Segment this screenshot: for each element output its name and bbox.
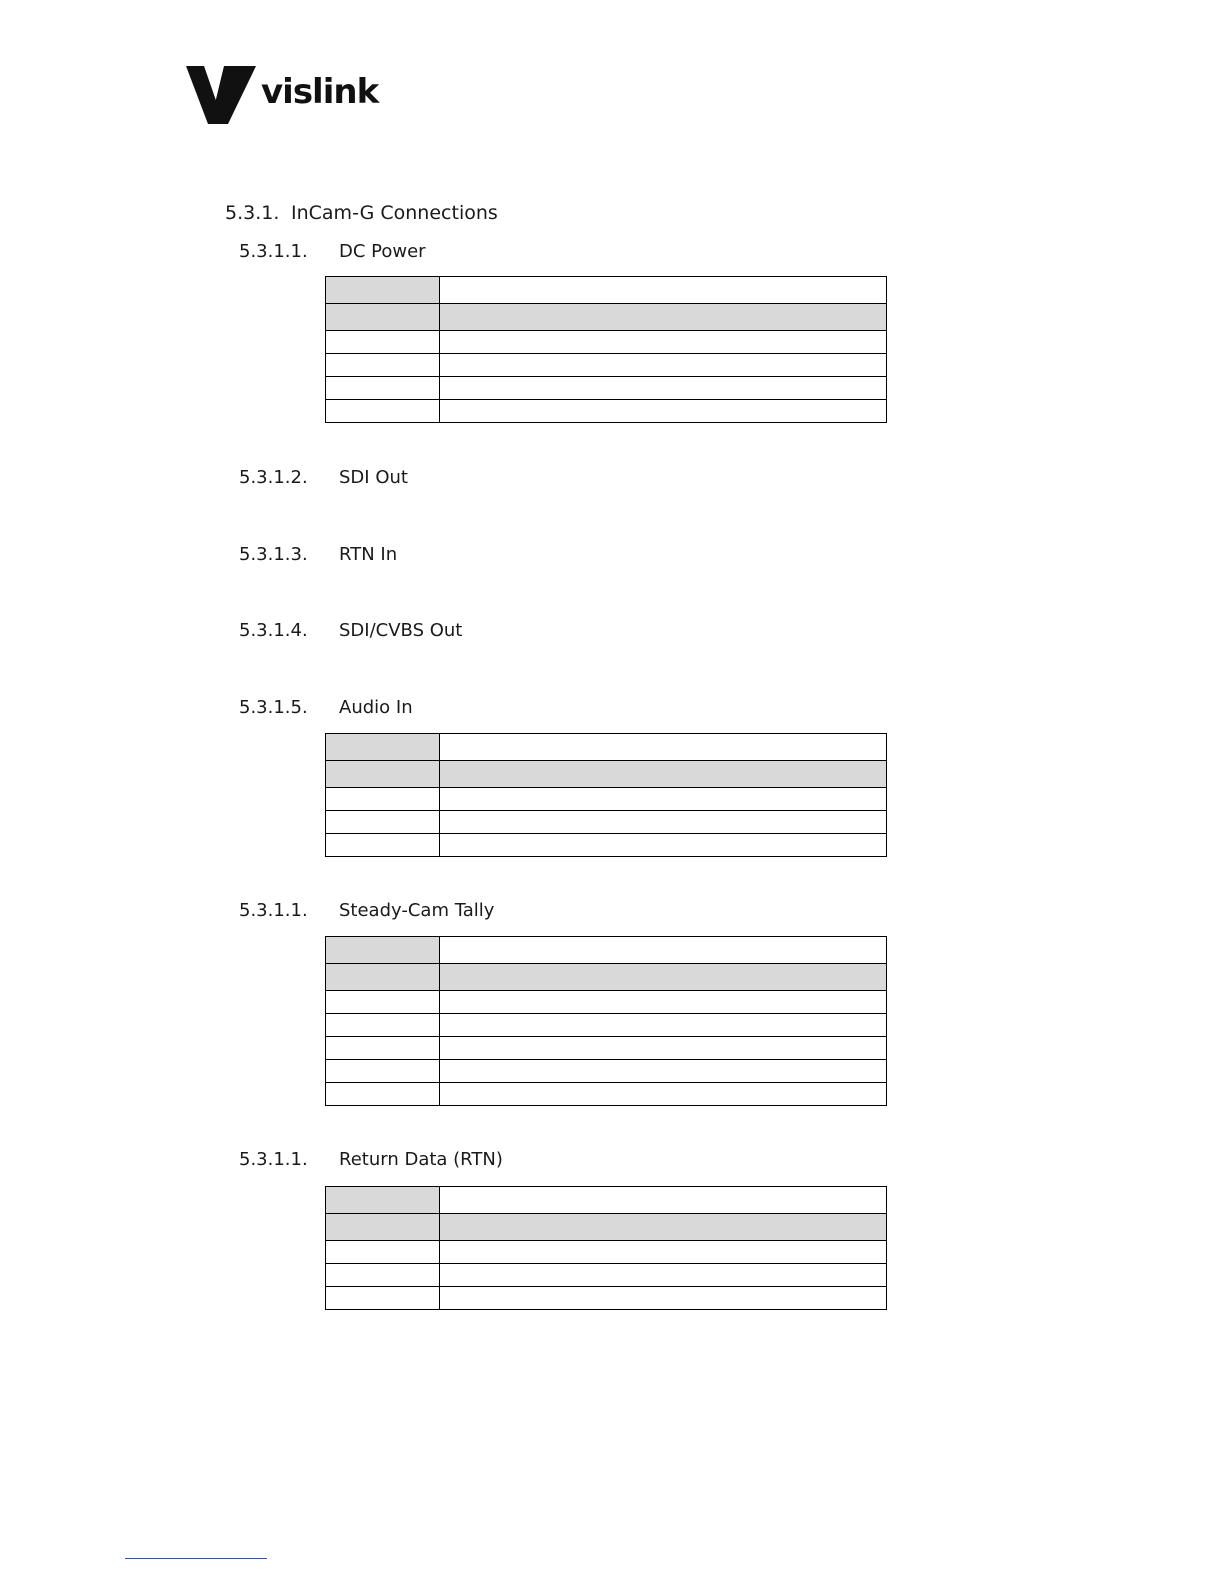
table-cell (326, 1264, 440, 1287)
vislink-logo (186, 64, 379, 126)
table-subheader-row (326, 761, 887, 788)
subsection-title: Return Data (RTN) (339, 1149, 503, 1170)
table-cell (326, 964, 440, 991)
section-number: 5.3.1. (225, 202, 280, 224)
section-title: InCam-G Connections (291, 202, 498, 224)
table-cell (440, 937, 887, 964)
subsection-heading-audio-in (239, 697, 413, 718)
table-cell (440, 761, 887, 788)
subsection-title: Audio In (339, 697, 413, 718)
subsection-number: 5.3.1.1. (239, 1149, 308, 1170)
table-row (326, 811, 887, 834)
table-cell (440, 1187, 887, 1214)
table-row (326, 1014, 887, 1037)
table-cell (326, 761, 440, 788)
table-cell (326, 377, 440, 400)
table-cell (326, 354, 440, 377)
table-cell (326, 277, 440, 304)
section-heading (225, 202, 498, 224)
subsection-number: 5.3.1.4. (239, 620, 308, 641)
table-row (326, 788, 887, 811)
table-row (326, 834, 887, 857)
table-row (326, 1264, 887, 1287)
table-cell (326, 400, 440, 423)
table-row (326, 400, 887, 423)
table-header-row (326, 937, 887, 964)
dc-power-pin-table (325, 276, 887, 423)
table-cell (440, 991, 887, 1014)
table-cell (440, 1014, 887, 1037)
table-cell (326, 991, 440, 1014)
subsection-number: 5.3.1.3. (239, 544, 308, 565)
table-cell (440, 400, 887, 423)
table-cell (326, 734, 440, 761)
subsection-title: SDI Out (339, 467, 408, 488)
table-cell (440, 1083, 887, 1106)
table-subheader-row (326, 304, 887, 331)
subsection-heading-return-data (239, 1149, 503, 1170)
table-cell (440, 788, 887, 811)
vislink-v-mark-icon (186, 64, 258, 126)
table-cell (440, 1060, 887, 1083)
subsection-title: RTN In (339, 544, 398, 565)
table-cell (440, 1214, 887, 1241)
subsection-number: 5.3.1.1. (239, 900, 308, 921)
subsection-heading-steady-cam-tally (239, 900, 494, 921)
table-cell (440, 377, 887, 400)
table-cell (326, 304, 440, 331)
subsection-number: 5.3.1.1. (239, 241, 308, 262)
subsection-number: 5.3.1.5. (239, 697, 308, 718)
table-cell (326, 1060, 440, 1083)
table-row (326, 377, 887, 400)
audio-in-pin-table (325, 733, 887, 857)
footer-link-underline[interactable] (125, 1558, 267, 1559)
table-cell (326, 1083, 440, 1106)
subsection-heading-dc-power (239, 241, 426, 262)
table-cell (440, 811, 887, 834)
table-cell (440, 304, 887, 331)
table-row (326, 1241, 887, 1264)
table-cell (440, 834, 887, 857)
return-data-pin-table (325, 1186, 887, 1310)
subsection-heading-rtn-in (239, 544, 397, 565)
subsection-title: DC Power (339, 241, 426, 262)
table-cell (440, 354, 887, 377)
table-cell (440, 1287, 887, 1310)
subsection-number: 5.3.1.2. (239, 467, 308, 488)
table-cell (326, 1037, 440, 1060)
table-cell (440, 964, 887, 991)
table-cell (326, 1287, 440, 1310)
table-cell (326, 1014, 440, 1037)
table-cell (440, 331, 887, 354)
subsection-heading-sdi-cvbs-out (239, 620, 462, 641)
table-row (326, 991, 887, 1014)
table-cell (440, 1037, 887, 1060)
table-cell (326, 1241, 440, 1264)
table-cell (440, 1264, 887, 1287)
table-cell (326, 1187, 440, 1214)
table-subheader-row (326, 964, 887, 991)
table-cell (440, 734, 887, 761)
table-cell (326, 811, 440, 834)
table-cell (326, 937, 440, 964)
table-row (326, 354, 887, 377)
table-row (326, 331, 887, 354)
table-row (326, 1037, 887, 1060)
table-subheader-row (326, 1214, 887, 1241)
table-header-row (326, 1187, 887, 1214)
table-cell (326, 331, 440, 354)
table-cell (326, 834, 440, 857)
table-cell (326, 788, 440, 811)
subsection-heading-sdi-out (239, 467, 408, 488)
table-cell (326, 1214, 440, 1241)
table-header-row (326, 277, 887, 304)
table-cell (440, 1241, 887, 1264)
steady-cam-tally-pin-table (325, 936, 887, 1106)
table-header-row (326, 734, 887, 761)
table-row (326, 1287, 887, 1310)
table-row (326, 1060, 887, 1083)
table-row (326, 1083, 887, 1106)
subsection-title: SDI/CVBS Out (339, 620, 463, 641)
brand-name: vislink (261, 72, 379, 112)
table-cell (440, 277, 887, 304)
subsection-title: Steady-Cam Tally (339, 900, 495, 921)
